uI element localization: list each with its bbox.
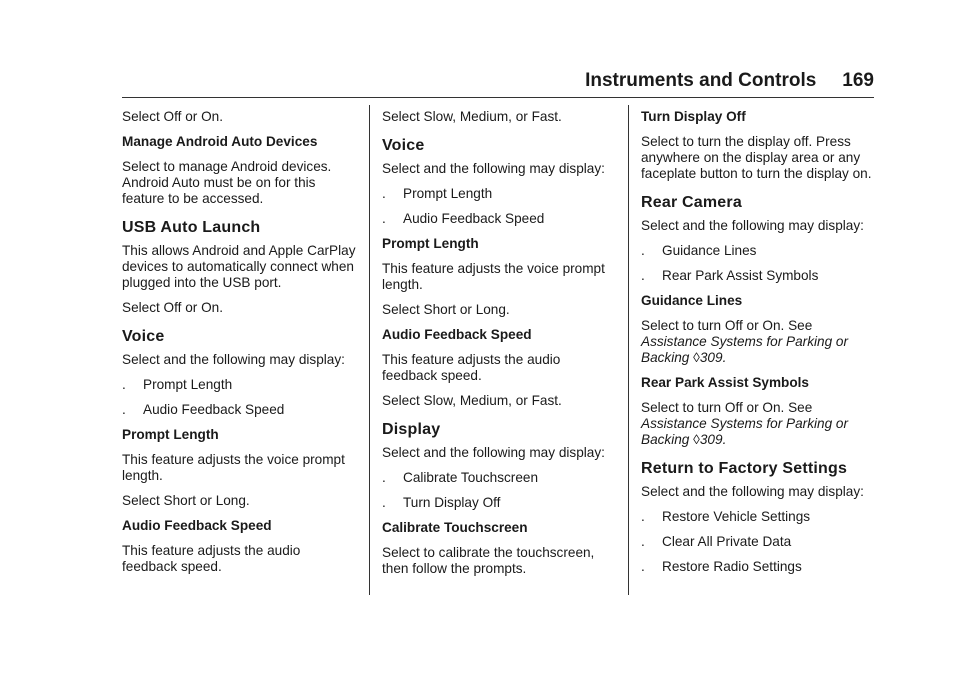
bullet-icon: . xyxy=(382,470,386,485)
list-item-text: Rear Park Assist Symbols xyxy=(662,268,819,283)
list-item xyxy=(382,211,618,227)
paragraph: Select and the following may display: xyxy=(382,445,605,460)
bullet-icon: . xyxy=(382,211,386,226)
page-header xyxy=(122,70,874,94)
list-item xyxy=(641,534,877,550)
list-item-text: Audio Feedback Speed xyxy=(143,402,285,417)
heading-display: Display xyxy=(382,421,441,438)
paragraph: Select to calibrate the touchscreen, then follow the prompts. xyxy=(382,545,595,576)
paragraph: Select Off or On. xyxy=(122,109,223,124)
list-item-text: Audio Feedback Speed xyxy=(403,211,545,226)
column-divider-1 xyxy=(369,105,370,595)
subheading-manage-android-auto: Manage Android Auto Devices xyxy=(122,134,318,149)
paragraph-text: Select to turn Off or On. See xyxy=(641,318,813,333)
paragraph: This feature adjusts the voice prompt length. xyxy=(122,452,345,483)
page-number: 169 xyxy=(842,70,874,91)
paragraph: Select and the following may display: xyxy=(382,161,605,176)
bullet-icon: . xyxy=(122,402,126,417)
paragraph: This feature adjusts the voice prompt length. xyxy=(382,261,605,292)
paragraph: Select Slow, Medium, or Fast. xyxy=(382,109,562,124)
bullet-icon: . xyxy=(641,534,645,549)
list-item xyxy=(122,402,358,418)
paragraph-with-reference: Select to turn Off or On. See Assistance Systems for Parking or Backing ◊309. xyxy=(641,400,848,447)
list-item-text: Turn Display Off xyxy=(403,495,501,510)
subheading-rear-park-assist-symbols: Rear Park Assist Symbols xyxy=(641,375,809,390)
subheading-audio-feedback-speed: Audio Feedback Speed xyxy=(382,327,532,342)
paragraph: Select to turn the display off. Press anywhere on the display area or any faceplate button to turn the display on. xyxy=(641,134,872,181)
paragraph: This feature adjusts the audio feedback speed. xyxy=(382,352,561,383)
list-item-text: Clear All Private Data xyxy=(662,534,792,549)
page-reference-number[interactable]: 309 xyxy=(699,432,723,447)
paragraph: Select to manage Android devices. Android Auto must be on for this feature to be accessed. xyxy=(122,159,332,206)
bullet-icon: . xyxy=(382,186,386,201)
paragraph-with-reference: Select to turn Off or On. See Assistance Systems for Parking or Backing ◊309. xyxy=(641,318,848,365)
paragraph: Select Short or Long. xyxy=(122,493,250,508)
list-item xyxy=(641,509,877,525)
bullet-icon: . xyxy=(641,559,645,574)
cross-reference-link[interactable]: Assistance Systems for Parking or Backing xyxy=(641,334,848,365)
column-2 xyxy=(382,109,618,586)
list-item-text: Guidance Lines xyxy=(662,243,757,258)
bullet-icon: . xyxy=(382,495,386,510)
page-reference-icon: ◊ xyxy=(693,350,700,365)
list-item xyxy=(641,243,877,259)
subheading-calibrate-touchscreen: Calibrate Touchscreen xyxy=(382,520,528,535)
bullet-icon: . xyxy=(641,509,645,524)
cross-reference-link[interactable]: Assistance Systems for Parking or Backing xyxy=(641,416,848,447)
bullet-icon: . xyxy=(641,268,645,283)
heading-rear-camera: Rear Camera xyxy=(641,194,742,211)
paragraph: Select and the following may display: xyxy=(122,352,345,367)
heading-return-to-factory-settings: Return to Factory Settings xyxy=(641,460,848,477)
section-title: Instruments and Controls xyxy=(585,70,817,91)
subheading-prompt-length: Prompt Length xyxy=(122,427,219,442)
list-item-text: Restore Radio Settings xyxy=(662,559,802,574)
paragraph: This feature adjusts the audio feedback speed. xyxy=(122,543,301,574)
list-item-text: Prompt Length xyxy=(403,186,493,201)
paragraph: Select and the following may display: xyxy=(641,484,864,499)
paragraph: Select Slow, Medium, or Fast. xyxy=(382,393,562,408)
heading-voice: Voice xyxy=(382,137,425,154)
list-item xyxy=(641,559,877,575)
header-rule xyxy=(122,97,874,98)
subheading-audio-feedback-speed: Audio Feedback Speed xyxy=(122,518,272,533)
paragraph: This allows Android and Apple CarPlay devices to automatically connect when plugged into the USB port. xyxy=(122,243,356,290)
list-item xyxy=(382,495,618,511)
heading-voice: Voice xyxy=(122,328,165,345)
bullet-icon: . xyxy=(641,243,645,258)
list-item-text: Restore Vehicle Settings xyxy=(662,509,811,524)
list-item xyxy=(382,470,618,486)
paragraph: Select Short or Long. xyxy=(382,302,510,317)
page-reference-icon: ◊ xyxy=(693,432,700,447)
paragraph: Select Off or On. xyxy=(122,300,223,315)
subheading-guidance-lines: Guidance Lines xyxy=(641,293,743,308)
column-1 xyxy=(122,109,358,584)
page-reference-number[interactable]: 309 xyxy=(699,350,723,365)
subheading-turn-display-off: Turn Display Off xyxy=(641,109,746,124)
column-divider-2 xyxy=(628,105,629,595)
bullet-icon: . xyxy=(122,377,126,392)
column-3 xyxy=(641,109,877,584)
list-item-text: Prompt Length xyxy=(143,377,233,392)
list-item xyxy=(641,268,877,284)
list-item xyxy=(122,377,358,393)
list-item-text: Calibrate Touchscreen xyxy=(403,470,539,485)
list-item xyxy=(382,186,618,202)
subheading-prompt-length: Prompt Length xyxy=(382,236,479,251)
heading-usb-auto-launch: USB Auto Launch xyxy=(122,219,261,236)
paragraph: Select and the following may display: xyxy=(641,218,864,233)
paragraph-text: Select to turn Off or On. See xyxy=(641,400,813,415)
